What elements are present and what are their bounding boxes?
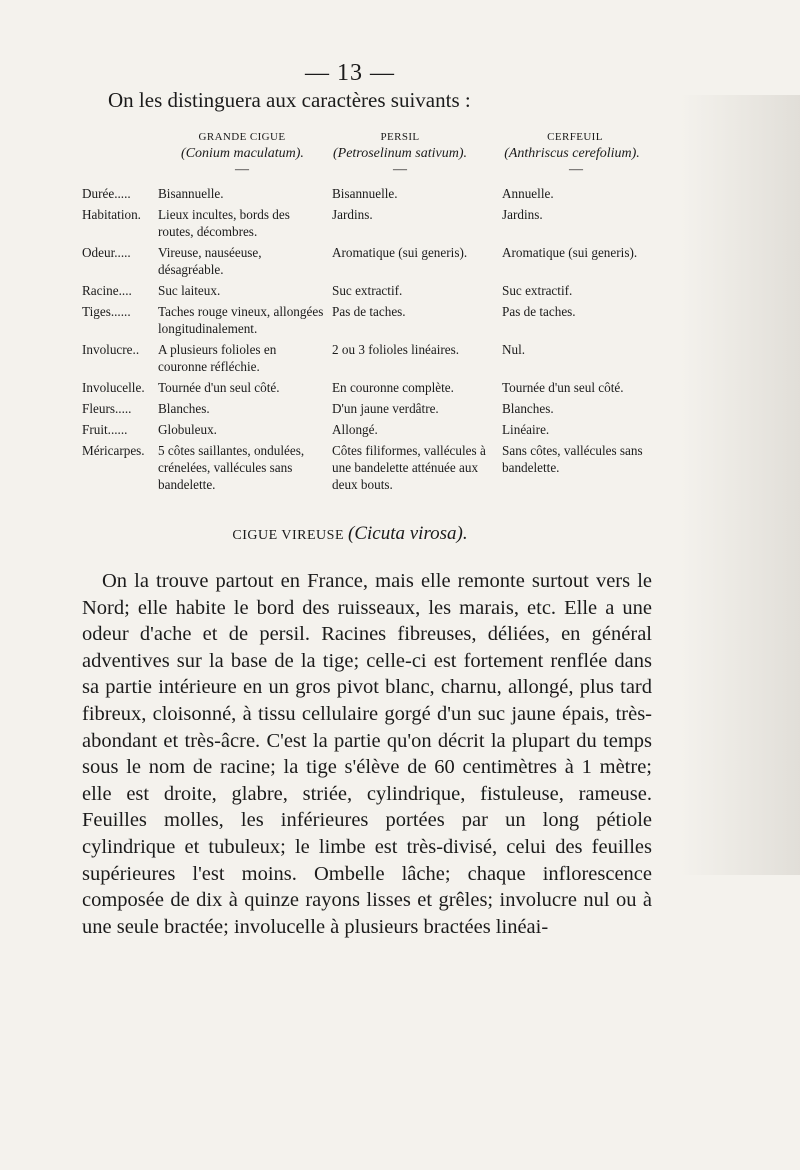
row-label: Fruit...... bbox=[82, 422, 128, 437]
row-label: Involucre.. bbox=[82, 342, 140, 357]
column-header-persil: PERSIL bbox=[380, 131, 420, 143]
cell-conium: Taches rouge vineux, allongées longitudinalement. bbox=[158, 304, 324, 336]
cell-cerfeuil: Nul. bbox=[502, 342, 526, 357]
table-row bbox=[82, 206, 652, 244]
section-title: CIGUE VIREUSE bbox=[232, 528, 344, 543]
intro-sentence: On les distinguera aux caractères suivants : bbox=[108, 88, 471, 112]
row-label: Méricarpes. bbox=[82, 443, 145, 458]
table-row bbox=[82, 379, 652, 400]
column-header-cerfeuil: CERFEUIL bbox=[547, 131, 603, 143]
row-label: Racine.... bbox=[82, 283, 132, 298]
section-heading bbox=[0, 523, 700, 545]
cell-persil: Côtes filiformes, vallécules à une bandelette atténuée aux deux bouts. bbox=[332, 443, 486, 492]
column-latin-persil: (Petroselinum sativum). bbox=[332, 146, 467, 161]
cell-conium: A plusieurs folioles en couronne réfléchie. bbox=[158, 342, 277, 374]
column-dash-cerfeuil: — bbox=[569, 162, 583, 177]
column-dash-persil: — bbox=[393, 162, 407, 177]
cell-persil: Aromatique (sui generis). bbox=[332, 245, 468, 260]
comparison-table bbox=[82, 185, 652, 497]
table-row bbox=[82, 185, 652, 206]
row-label: Habitation. bbox=[82, 207, 141, 222]
cell-cerfeuil: Suc extractif. bbox=[502, 283, 573, 298]
row-label: Tiges...... bbox=[82, 304, 131, 319]
table-row bbox=[82, 282, 652, 303]
cell-cerfeuil: Blanches. bbox=[502, 401, 554, 416]
cell-persil: Suc extractif. bbox=[332, 283, 403, 298]
row-label: Durée..... bbox=[82, 186, 131, 201]
column-header-conium: GRANDE CIGUE bbox=[198, 131, 286, 143]
cell-conium: Tournée d'un seul côté. bbox=[158, 380, 280, 395]
row-label: Fleurs..... bbox=[82, 401, 132, 416]
cell-conium: Blanches. bbox=[158, 401, 210, 416]
cell-persil: Bisannuelle. bbox=[332, 186, 398, 201]
row-label: Involucelle. bbox=[82, 380, 145, 395]
column-latin-conium: (Conium maculatum). bbox=[181, 146, 304, 161]
cell-persil: 2 ou 3 folioles linéaires. bbox=[332, 342, 460, 357]
cell-cerfeuil: Aromatique (sui generis). bbox=[502, 245, 638, 260]
cell-persil: En couronne complète. bbox=[332, 380, 454, 395]
cell-persil: Pas de taches. bbox=[332, 304, 406, 319]
cell-persil: Allongé. bbox=[332, 422, 378, 437]
row-label: Odeur..... bbox=[82, 245, 131, 260]
cell-cerfeuil: Pas de taches. bbox=[502, 304, 576, 319]
column-dash-conium: — bbox=[235, 162, 249, 177]
column-latin-cerfeuil: (Anthriscus cerefolium). bbox=[504, 146, 640, 161]
cell-cerfeuil: Linéaire. bbox=[502, 422, 550, 437]
section-latin-name: (Cicuta virosa). bbox=[348, 523, 468, 544]
cell-cerfeuil: Sans côtes, vallécules sans bandelette. bbox=[502, 443, 643, 475]
cell-conium: Vireuse, nauséeuse, désagréable. bbox=[158, 245, 262, 277]
cell-persil: Jardins. bbox=[332, 207, 373, 222]
body-paragraph: On la trouve partout en France, mais elle remonte surtout vers le Nord; elle habite le bord des ruisseaux, les marais, etc. Elle a une odeur d'ache et de persil. Racines fibreuses, déliées, en général adventives sur la base de la tige; celle-ci est fortement renflée dans sa partie intérieure en un gros pivot blanc, charnu, allongé, plus tard fibreux, cloisonné, à tissu cellulaire gorgé d'un suc jaune épais, très-abondant et très-âcre. C'est la partie qu'on décrit la plupart du temps sous le nom de racine; la tige s'élève de 60 centimètres à 1 mètre; elle est droite, glabre, striée, cylindrique, fistuleuse, rameuse. Feuilles molles, les inférieures portées par un long pétiole cylindrique et tubuleux; le limbe est très-divisé, celui des feuilles supérieures l'est moins. Ombelle lâche; chaque inflorescence composée de dix à quinze rayons lisses et grêles; involucre nul ou à une seule bractée; involucelle à plusieurs bractées linéai- bbox=[82, 570, 652, 938]
bleed-through-shadow bbox=[680, 95, 800, 875]
table-row bbox=[82, 442, 652, 497]
cell-conium: Globuleux. bbox=[158, 422, 217, 437]
cell-cerfeuil: Tournée d'un seul côté. bbox=[502, 380, 624, 395]
cell-conium: Bisannuelle. bbox=[158, 186, 224, 201]
table-row bbox=[82, 303, 652, 341]
table-row bbox=[82, 244, 652, 282]
table-row bbox=[82, 400, 652, 421]
cell-conium: 5 côtes saillantes, ondulées, crénelées, vallécules sans bandelette. bbox=[158, 443, 305, 492]
cell-cerfeuil: Jardins. bbox=[502, 207, 543, 222]
cell-persil: D'un jaune verdâtre. bbox=[332, 401, 439, 416]
body-text bbox=[82, 568, 652, 940]
cell-conium: Suc laiteux. bbox=[158, 283, 221, 298]
table-row bbox=[82, 341, 652, 379]
page-number: — 13 — bbox=[305, 60, 395, 86]
cell-cerfeuil: Annuelle. bbox=[502, 186, 554, 201]
table-row bbox=[82, 421, 652, 442]
cell-conium: Lieux incultes, bords des routes, décombres. bbox=[158, 207, 290, 239]
